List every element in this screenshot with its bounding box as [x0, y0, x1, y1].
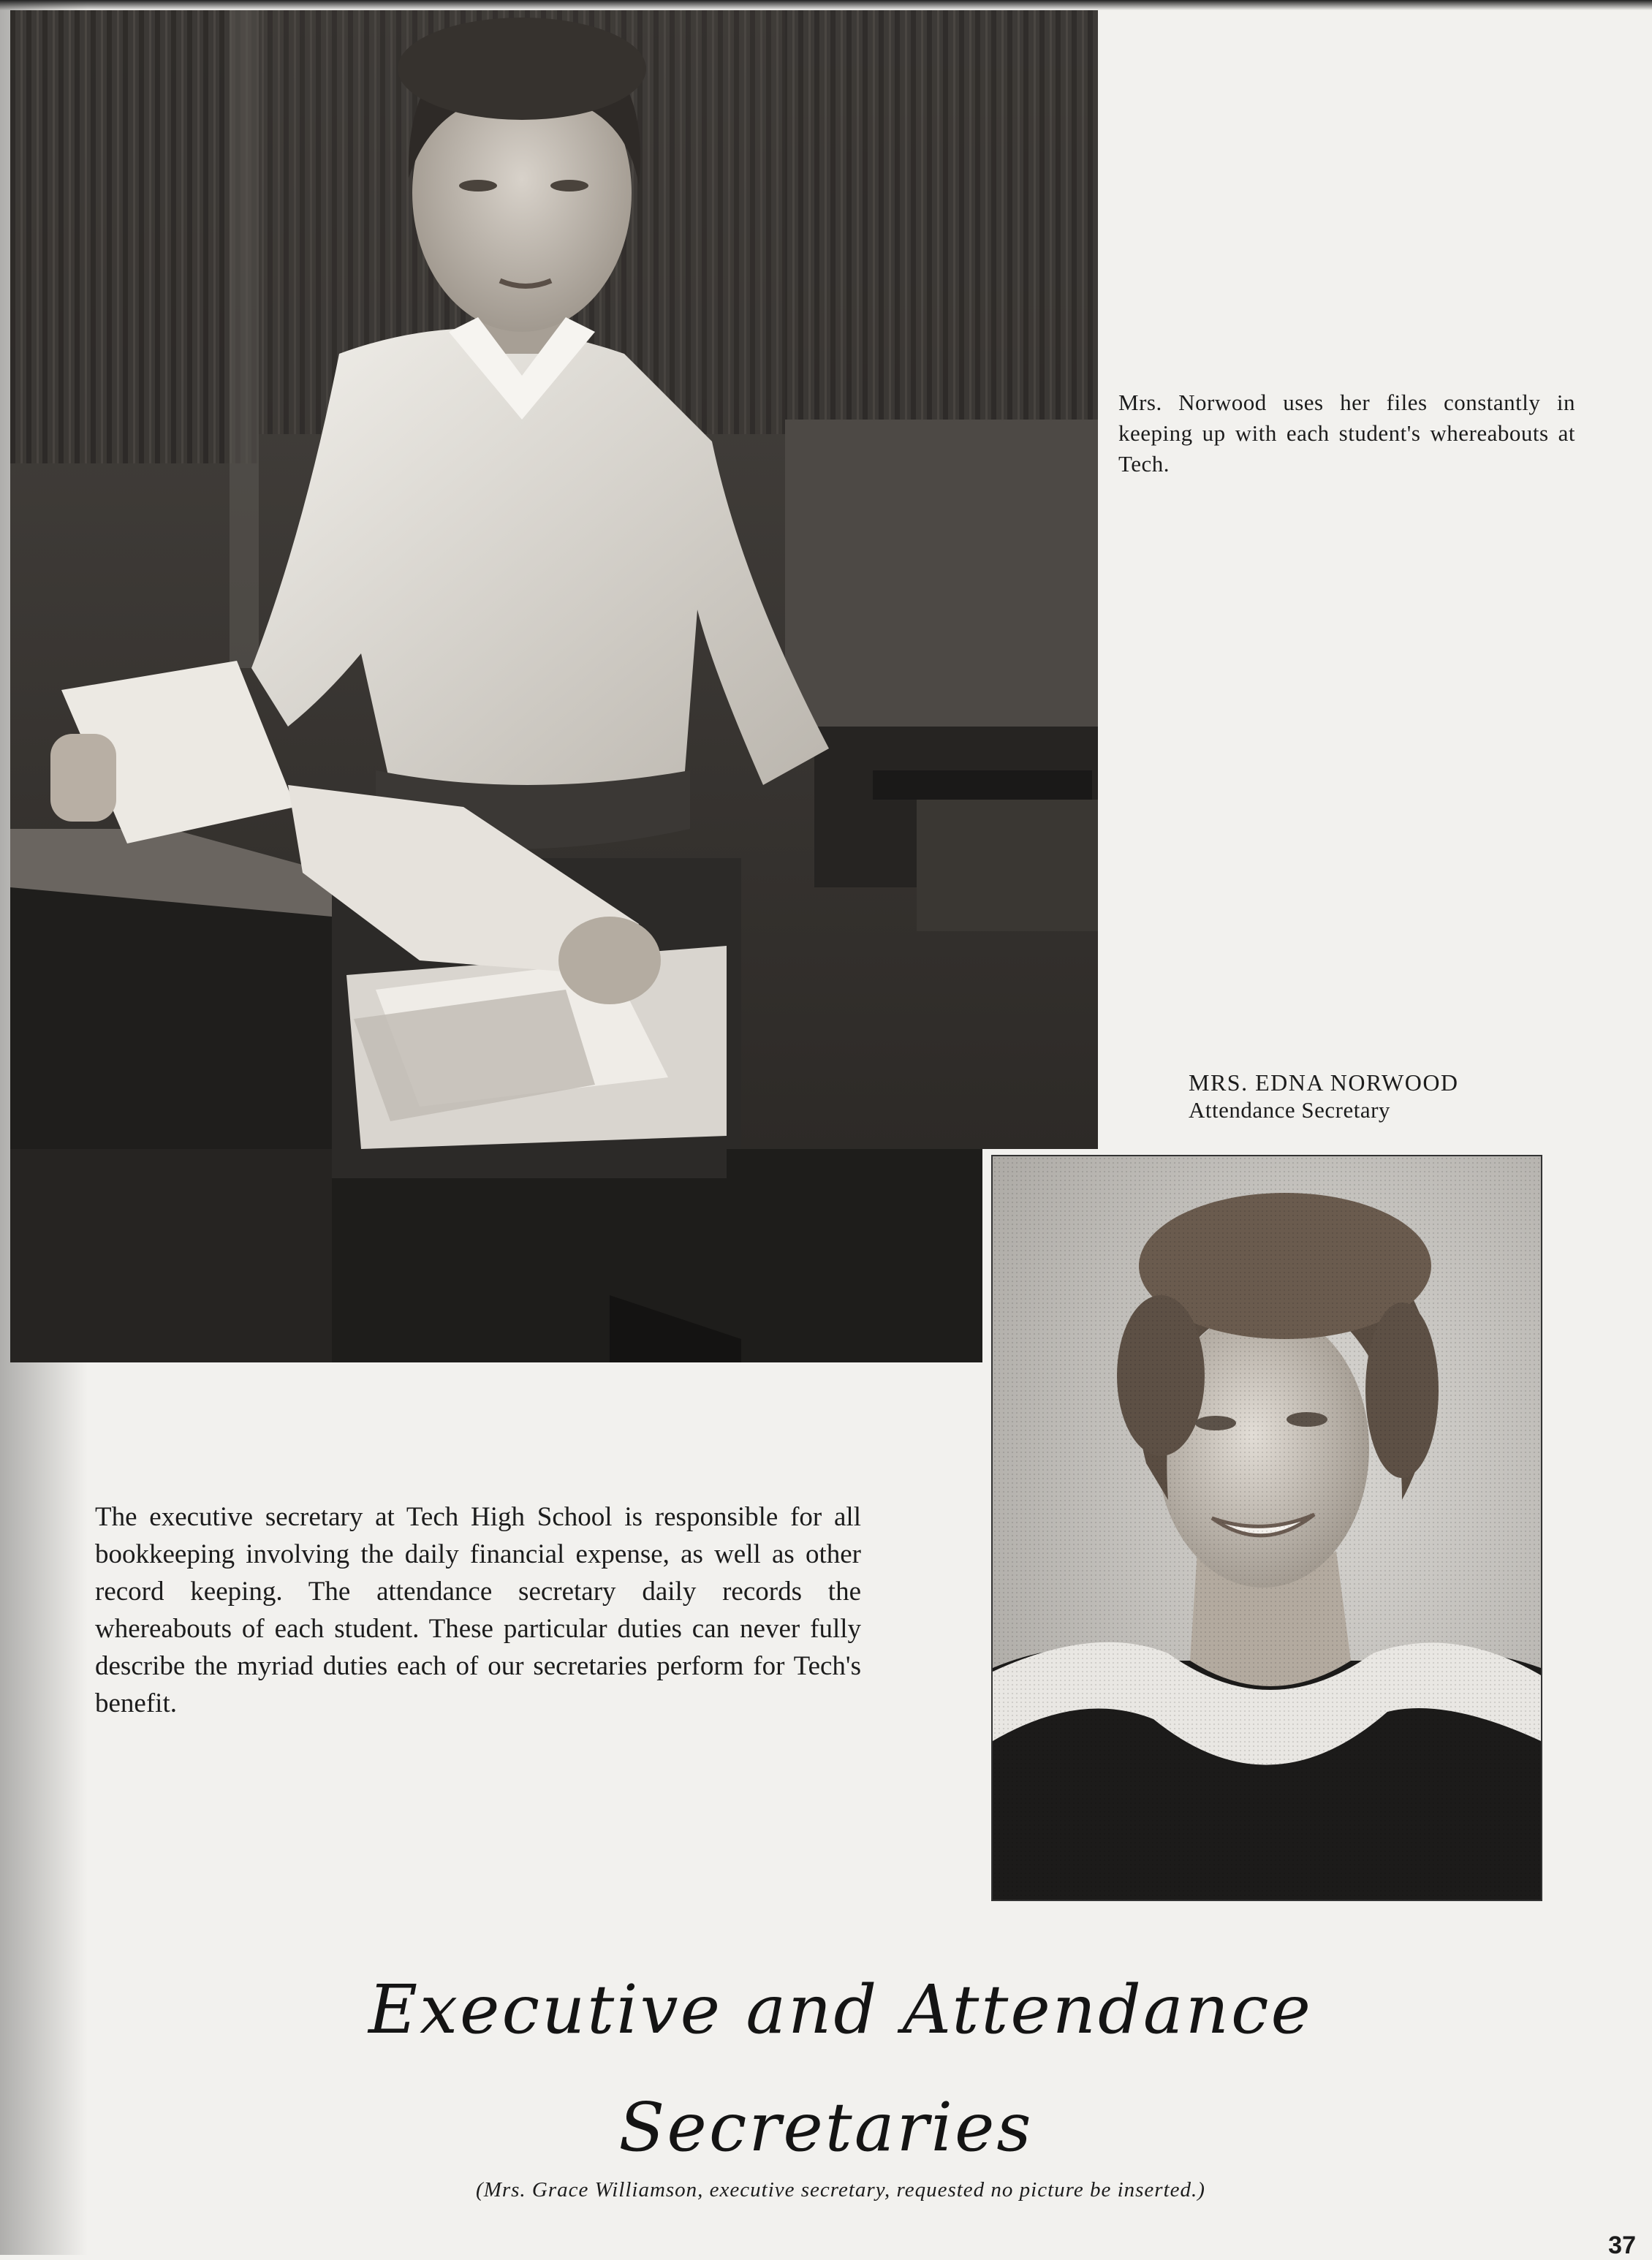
page-number: 37 [1608, 2231, 1636, 2259]
person-title: Attendance Secretary [1189, 1097, 1390, 1123]
photo-caption: Mrs. Norwood uses her files constantly in keeping up with each student's whereabouts at Tech. [1118, 390, 1575, 477]
portrait-norwood [991, 1155, 1542, 1901]
body-paragraph: The executive secretary at Tech High School is responsible for all bookkeeping involving the daily financial expense, as well as other record keeping. The attendance secretary daily records the whereabouts of each student. These particular duties can never fully describe the myriad duties each of our secretaries perform for Tech's benefit. [95, 1502, 861, 1718]
footnote: (Mrs. Grace Williamson, executive secretary, requested no picture be inserted.) [476, 2178, 1205, 2202]
person-name: MRS. EDNA NORWOOD [1189, 1069, 1459, 1096]
page-top-edge [0, 0, 1652, 10]
photo-norwood-at-files-lower-image [10, 1149, 982, 1362]
photo-norwood-at-files [10, 10, 1098, 1149]
photo-norwood-at-files-image [10, 10, 1098, 1149]
page-heading-line-2: Secretaries [618, 2088, 1034, 2166]
page-heading-line-1: Executive and Attendance [368, 1971, 1313, 2049]
photo-norwood-at-files-lower [10, 1149, 982, 1362]
portrait-name-block [1189, 1069, 1569, 1124]
portrait-norwood-image [993, 1156, 1541, 1900]
